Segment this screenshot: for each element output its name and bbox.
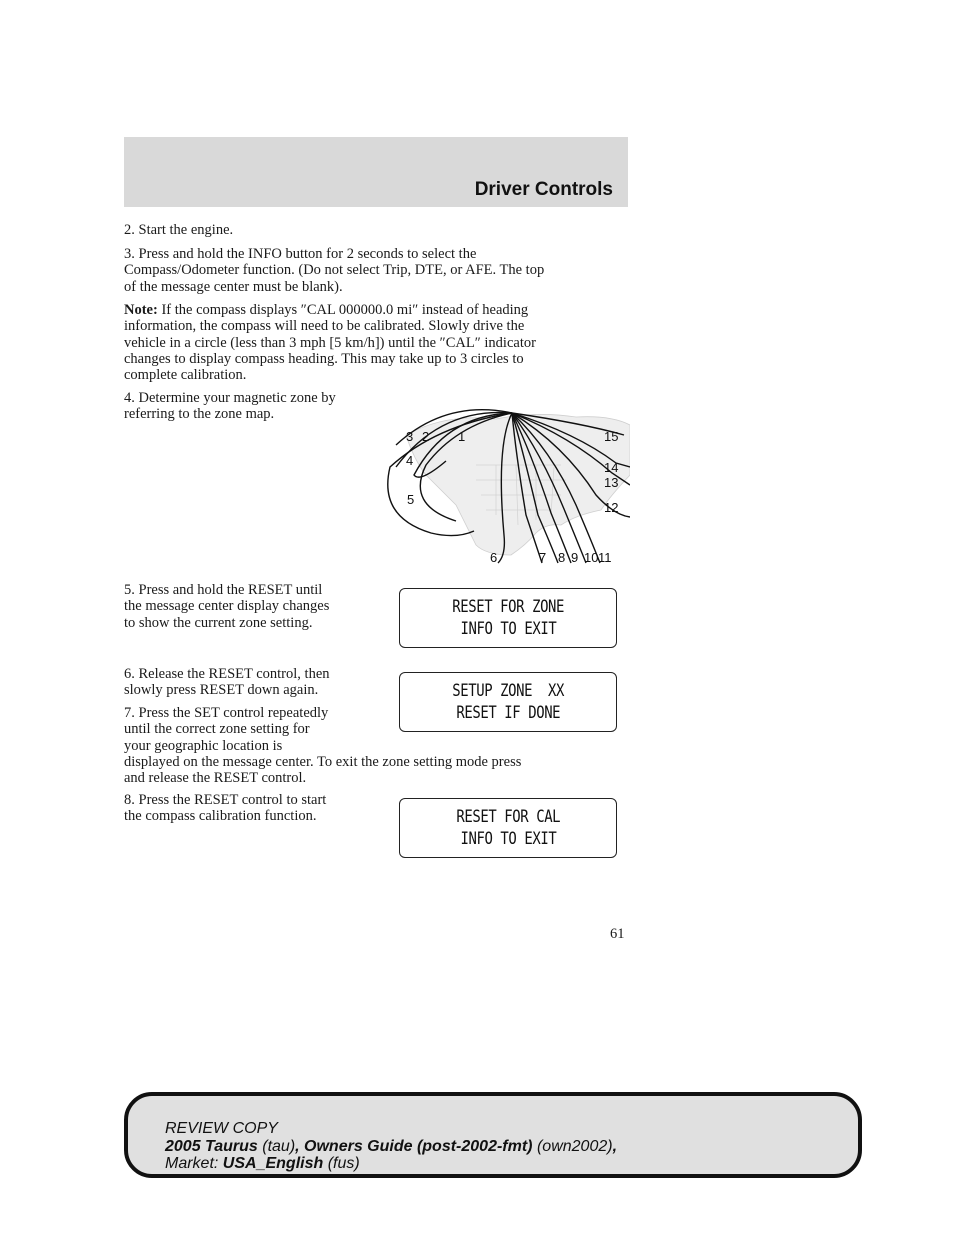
- section-header: [124, 137, 628, 207]
- step-6: 6. Release the RESET control, then slowly press RESET down again.: [124, 666, 330, 699]
- zone-label-12: 12: [604, 500, 619, 515]
- step-4: 4. Determine your magnetic zone by referring to the zone map.: [124, 390, 336, 423]
- zone-label-3: 3: [406, 429, 414, 444]
- zone-label-8: 8: [558, 550, 566, 565]
- message-center-display-cal: RESET FOR CAL INFO TO EXIT: [399, 798, 617, 858]
- zone-label-9: 9: [571, 550, 579, 565]
- zone-label-14: 14: [604, 460, 619, 475]
- page-number: 61: [610, 926, 625, 942]
- zone-label-15: 15: [604, 429, 619, 444]
- zone-label-6: 6: [490, 550, 498, 565]
- zone-label-13: 13: [604, 475, 619, 490]
- zone-label-1: 1: [458, 429, 466, 444]
- note-label: Note:: [124, 302, 158, 318]
- note-paragraph: Note: If the compass displays ″CAL 000000.0 mi″ instead of heading information, the compass will need to be calibrated. Slowly drive the vehicle in a circle (less than 3 mph [5 km/h]) until the ″CAL″ indicator changes to display compass heading. This may take up to 3 circles to complete calibration.: [124, 302, 536, 384]
- review-copy-box: [124, 1092, 862, 1178]
- magnetic-zone-map: [386, 405, 630, 565]
- zone-label-11: 11: [598, 550, 612, 565]
- step-5: 5. Press and hold the RESET until the message center display changes to show the current zone setting.: [124, 582, 330, 631]
- zone-label-2: 2: [422, 429, 430, 444]
- step-8: 8. Press the RESET control to start the compass calibration function.: [124, 792, 327, 825]
- message-center-display-zone: RESET FOR ZONE INFO TO EXIT: [399, 588, 617, 648]
- step-7: 7. Press the SET control repeatedly until the correct zone setting for your geographic location is displayed on the message center. To exit the zone setting mode press and release the RESET control.: [124, 705, 522, 787]
- step-2: 2. Start the engine.: [124, 222, 234, 238]
- section-title: Driver Controls: [474, 179, 613, 200]
- zone-label-4: 4: [406, 453, 414, 468]
- message-center-display-setup: SETUP ZONE XX RESET IF DONE: [399, 672, 617, 732]
- zone-label-5: 5: [407, 492, 415, 507]
- step-3: 3. Press and hold the INFO button for 2 seconds to select the Compass/Odometer function. (Do not select Trip, DTE, or AFE. The top of the message center must be blank).: [124, 246, 545, 295]
- zone-label-7: 7: [539, 550, 547, 565]
- review-copy-text: REVIEW COPY 2005 Taurus (tau), Owners Guide (post-2002-fmt) (own2002), Market: USA_English (fus): [165, 1120, 618, 1172]
- zone-label-10: 10: [584, 550, 599, 565]
